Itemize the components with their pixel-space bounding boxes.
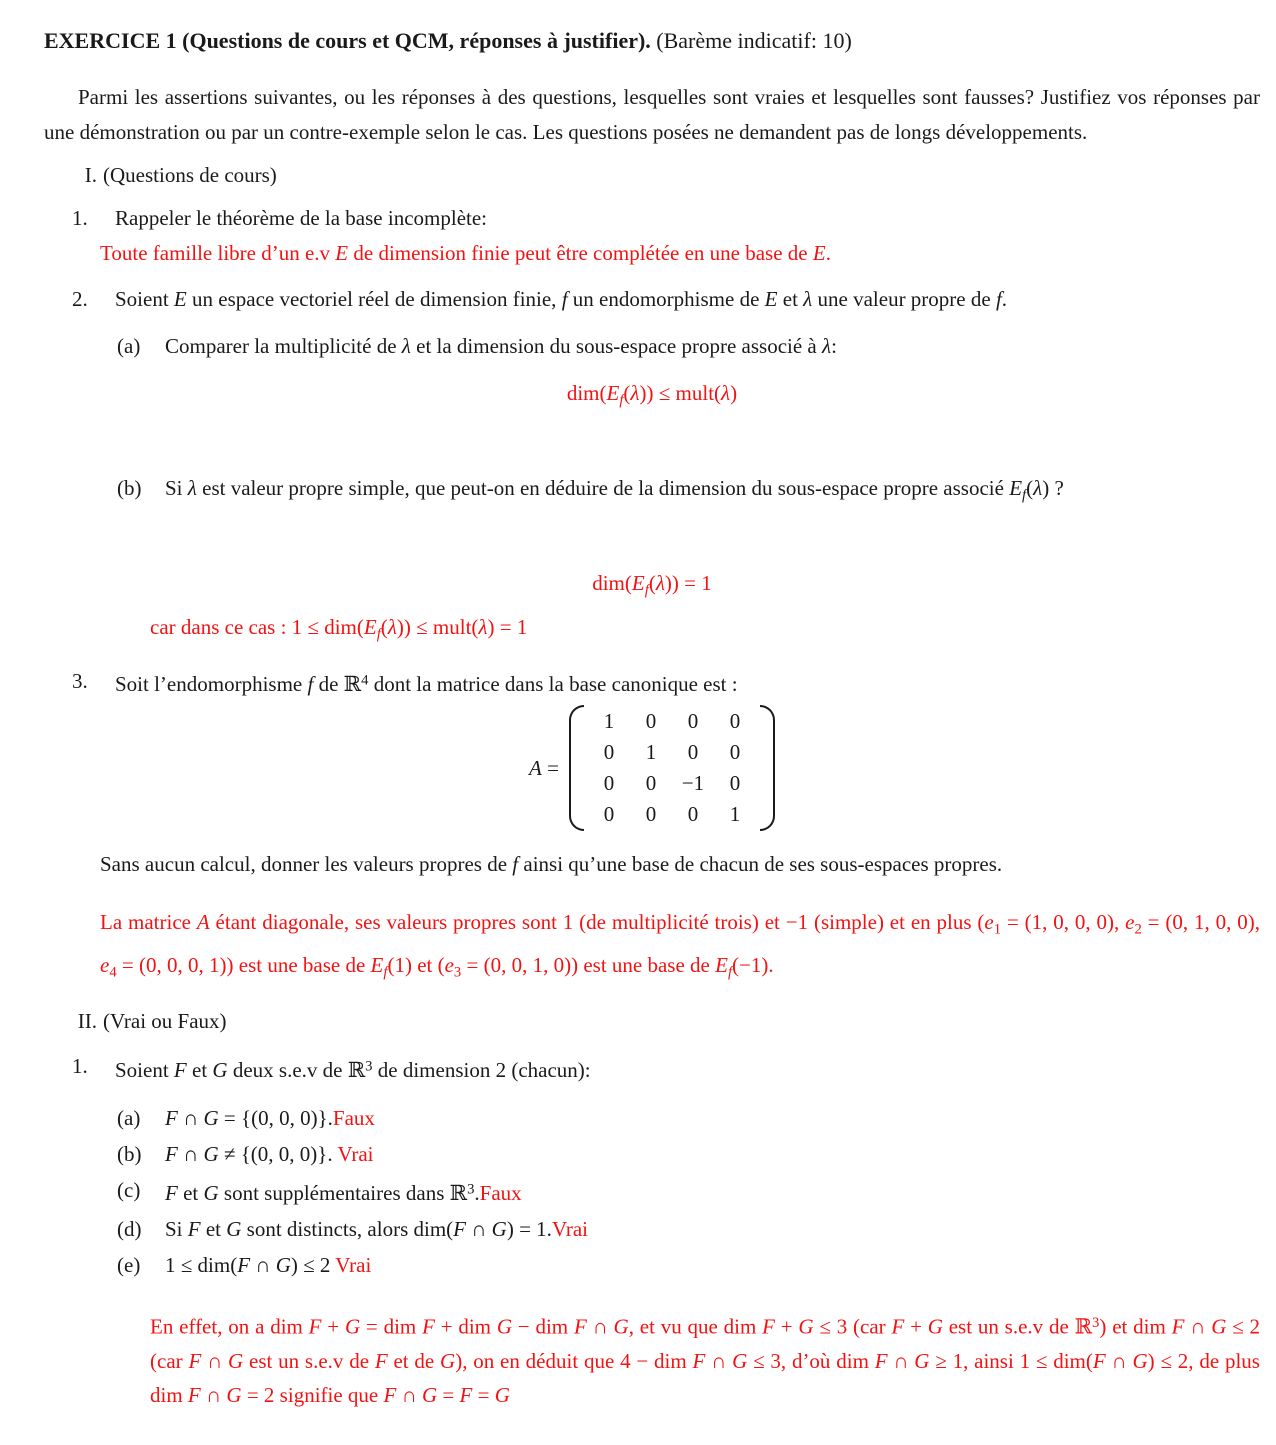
question-2: [44, 282, 1260, 316]
question-2-number: 2.: [72, 287, 88, 311]
matrix-cell: 0: [645, 709, 657, 734]
item-c-text: F et G sont supplémentaires dans ℝ$^3$.Faux: [165, 1181, 522, 1206]
matrix-cell: 0: [729, 771, 741, 796]
question-2a-text: Comparer la multiplicité de λ et la dimension du sous-espace propre associé à λ:: [165, 334, 837, 358]
question-2b: [44, 471, 1260, 512]
question-1: [44, 201, 1260, 235]
section-ii-title: (Vrai ou Faux): [103, 1009, 227, 1034]
question-3-followup: Sans aucun calcul, donner les valeurs propres de f ainsi qu’une base de chacun de ses sous-espaces propres.: [100, 852, 1003, 877]
item-d-label: (d): [117, 1217, 142, 1242]
item-b-label: (b): [117, 1141, 142, 1166]
answer-3: La matrice A étant diagonale, ses valeurs propres sont 1 (de multiplicité trois) et −1 (simple) et en plus ($e_1 = (1$, 0, 0, 0), $e_2 = (0$, 1, 0, 0), $e_4 = (0$, 0, 0, 1)) est une base de $E_f(1)$ et ($e_3 = (0$, 0, 1, 0)) est une base de $E_f(-1)$.: [100, 910, 1260, 981]
question-2-text: Soient E un espace vectoriel réel de dimension finie, f un endomorphisme de E et λ une valeur propre de f.: [115, 287, 1008, 311]
matrix-cell: 0: [645, 771, 657, 796]
matrix-grid: [586, 705, 758, 831]
matrix-cell: 0: [603, 740, 615, 765]
matrix-cell: 0: [687, 740, 699, 765]
question-ii-1-number: 1.: [72, 1054, 88, 1079]
matrix-cell: 1: [729, 802, 741, 827]
question-3-text: Soit l’endomorphisme f de ℝ$^4$ dont la matrice dans la base canonique est :: [115, 672, 738, 697]
section-i-label: I.: [84, 163, 97, 187]
exercise-title-suffix: (Barème indicatif: 10): [650, 28, 852, 53]
question-1-text: Rappeler le théorème de la base incomplète:: [115, 206, 488, 230]
matrix-cell: 0: [729, 709, 741, 734]
question-3-number: 3.: [72, 668, 88, 693]
answer-1: Toute famille libre d’un e.v E de dimension finie peut être complétée en une base de E.: [100, 241, 831, 265]
item-e-label: (e): [117, 1253, 141, 1278]
matrix-cell: 0: [603, 802, 615, 827]
justification-paragraph: En effet, on a dim F + G = dim F + dim G − dim F ∩ G, et vu que dim F + G ≤ 3 (car F + G est un s.e.v de ℝ$^3$) et dim F ∩ G ≤ 2 (car F ∩ G est un s.e.v de F et de G), on en déduit que 4 − dim F ∩ G ≤ 3, d’où dim F ∩ G ≥ 1, ainsi 1 ≤ dim(F ∩ G) ≤ 2, de plus dim F ∩ G = 2 signifie que F ∩ G = F = G: [150, 1314, 1261, 1407]
matrix-cell: −1: [681, 771, 705, 796]
matrix-display: [44, 705, 1260, 831]
question-2b-label: (b): [117, 476, 142, 501]
matrix-A: [529, 705, 775, 831]
matrix-left-paren: [569, 705, 584, 831]
question-1-number: 1.: [72, 206, 88, 230]
formula-dim-eq-1: $dim(E_f(\lambda)) = 1$: [592, 570, 712, 599]
item-c: [44, 1173, 1260, 1211]
matrix-right-paren: [760, 705, 775, 831]
item-a-label: (a): [117, 1105, 141, 1130]
matrix-cell: 0: [645, 802, 657, 827]
intro-paragraph: Parmi les assertions suivantes, ou les réponses à des questions, lesquelles sont vraies et lesquelles sont fausses? Justifiez vos réponses par une démonstration ou par un contre-exemple selon le cas. Les questions posées ne demandent pas de longs développements.: [44, 85, 1260, 144]
question-2a: [44, 329, 1260, 363]
exercise-title: [44, 24, 1260, 58]
answer-2b-note: car dans ce cas : $1 \le dim(E_f(\lambda))$ ≤ mult(λ) = 1: [150, 615, 528, 643]
matrix-lhs: A =: [529, 756, 559, 781]
section-ii-label: II.: [77, 1009, 97, 1034]
item-a-text: F ∩ G = {(0, 0, 0)}.Faux: [165, 1105, 375, 1130]
matrix-cell: 1: [603, 709, 615, 734]
question-ii-1: [44, 1049, 1260, 1087]
question-ii-1-text: Soient F et G deux s.e.v de ℝ$^3$ de dimension 2 (chacun):: [115, 1057, 591, 1082]
item-b-text: F ∩ G ≠ {(0, 0, 0)}. Vrai: [165, 1141, 374, 1166]
question-2a-label: (a): [117, 334, 141, 358]
item-e-text: 1 ≤ dim(F ∩ G) ≤ 2 Vrai: [165, 1253, 372, 1278]
matrix-cell: 1: [645, 740, 657, 765]
item-c-label: (c): [117, 1177, 141, 1202]
matrix-cell: 0: [603, 771, 615, 796]
question-3: [44, 664, 1260, 702]
matrix-cell: 0: [729, 740, 741, 765]
item-a: [44, 1101, 1260, 1135]
formula-dim-leq-mult: $dim(E_f(\lambda))$ ≤ mult(λ): [566, 381, 738, 409]
matrix-cell: 0: [687, 802, 699, 827]
item-e: [44, 1248, 1260, 1282]
exercise-title-main: EXERCICE 1 (Questions de cours et QCM, réponses à justifier).: [44, 28, 651, 53]
section-i-title: (Questions de cours): [103, 163, 277, 187]
item-d-text: Si F et G sont distincts, alors dim(F ∩ G) = 1.Vrai: [165, 1217, 588, 1242]
section-i-heading: [44, 158, 1260, 192]
question-2b-text: Si λ est valeur propre simple, que peut-on en déduire de la dimension du sous-espace propre associé $E_f(\lambda)$ ?: [165, 476, 1064, 504]
section-ii-heading: [44, 1004, 1260, 1038]
matrix-cell: 0: [687, 709, 699, 734]
item-b: [44, 1137, 1260, 1171]
item-d: [44, 1212, 1260, 1246]
